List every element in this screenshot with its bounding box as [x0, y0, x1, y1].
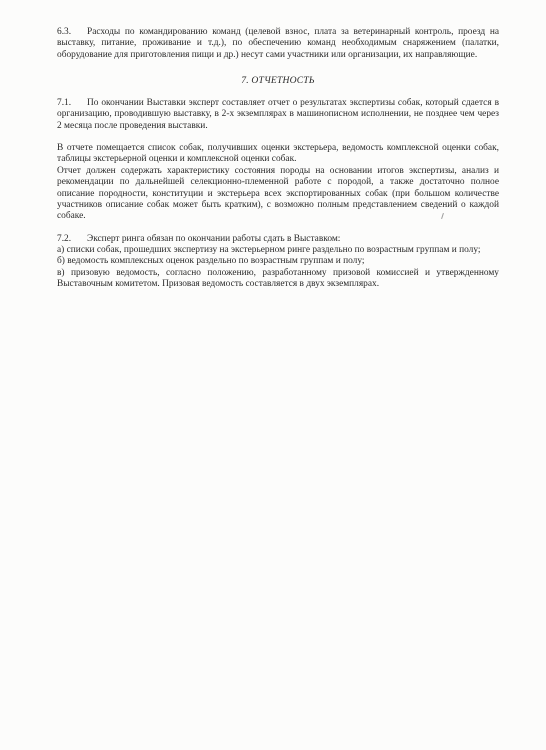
paragraph-number: 7.2. — [57, 234, 72, 244]
paragraph-number: 6.3. — [57, 27, 72, 37]
paragraph-report-requirements: Отчет должен содержать характеристику состояния породы на основании итогов экспертизы, анализ и рекомендации по дальнейшей селекционно-племенной работе с породой, а также достаточно полное описание породности, конституции и экстерьера всех экспортированных собак (при большом количестве участников описание собак может быть кратким), с возможно полным представлением сведений о каждой собаке. — [57, 166, 499, 222]
paragraph-text: По окончании Выставки эксперт составляет отчет о результатах экспертизы собак, который сдается в организацию, проводившую выставку, в 2-х экземплярах в машинописном исполнении, не позднее чем через 2 месяца после проведения выставки. — [57, 98, 499, 131]
section-heading-reporting: 7. ОТЧЕТНОСТЬ — [241, 75, 315, 86]
list-item: а) списки собак, прошедших экспертизу на экстерьерном ринге раздельно по возрастным группам и полу; — [57, 245, 481, 255]
paragraph-6-3 — [57, 27, 499, 61]
list-item: б) ведомость комплексных оценок раздельно по возрастным группам и полу; — [57, 256, 365, 267]
paragraph-7-1 — [57, 98, 499, 132]
list-item: в) призовую ведомость, согласно положению, разработанному призовой комиссией и утвержденному Выставочным комитетом. Призовая ведомость составляется в двух экземплярах. — [57, 267, 499, 289]
paragraph-text: Эксперт ринга обязан по окончании работы сдать в Выставком: — [87, 234, 341, 244]
deliverables-list — [57, 245, 499, 290]
paragraph-number: 7.1. — [57, 98, 72, 108]
paragraph-7-2 — [57, 234, 499, 245]
paragraph-text: Расходы по командированию команд (целевой взнос, плата за ветеринарный контроль, проезд на выставку, питание, проживание и т.д.), по обеспечению команд необходимым снаряжением (палатки, оборудование для приготовления пищи и др.) несут сами участники или организации, их направляющие. — [57, 27, 499, 60]
paragraph-report-contents: В отчете помещается список собак, получивших оценки экстерьера, ведомость комплексной оценки собак, таблицы экстерьерной оценки и комплексной оценки собак. — [57, 143, 499, 165]
